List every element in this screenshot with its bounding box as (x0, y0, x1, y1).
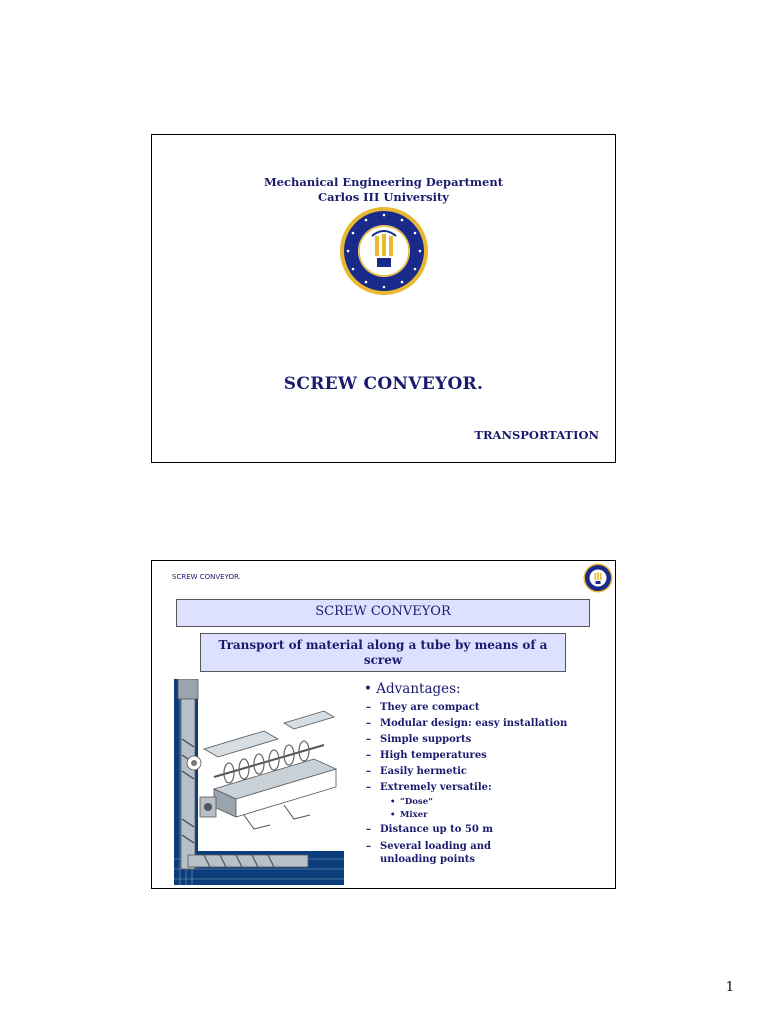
advantages-list (364, 681, 567, 866)
sub-list-item: • “Dose” (364, 796, 567, 809)
list-item: – Easily hermetic (364, 764, 567, 780)
university-seal-icon (339, 206, 429, 296)
page-number: 1 (725, 980, 734, 995)
slide-subtitle: TRANSPORTATION (474, 428, 599, 442)
slide-header: SCREW CONVEYOR. (172, 573, 241, 581)
screw-conveyor-diagram (174, 679, 348, 885)
university-seal-small-icon (583, 563, 613, 593)
list-item: – Modular design: easy installation (364, 716, 567, 732)
content-slide (151, 560, 616, 889)
title-slide (151, 134, 616, 463)
definition-box: Transport of material along a tube by means of a screw (200, 633, 566, 672)
department-heading (152, 175, 615, 205)
list-item: – They are compact (364, 700, 567, 716)
slide-title: SCREW CONVEYOR. (283, 374, 484, 394)
list-item: – Extremely versatile: (364, 780, 567, 796)
section-title-box: SCREW CONVEYOR (176, 599, 590, 627)
list-item: – Simple supports (364, 732, 567, 748)
list-item: – Several loading and unloading points (364, 840, 550, 866)
list-item: – High temperatures (364, 748, 567, 764)
list-item: – Distance up to 50 m (364, 822, 567, 838)
university-name: Carlos III University (318, 190, 449, 204)
sub-list-item: • Mixer (364, 809, 567, 822)
department-name: Mechanical Engineering Department (263, 175, 504, 189)
advantages-label: • Advantages: (364, 681, 461, 697)
